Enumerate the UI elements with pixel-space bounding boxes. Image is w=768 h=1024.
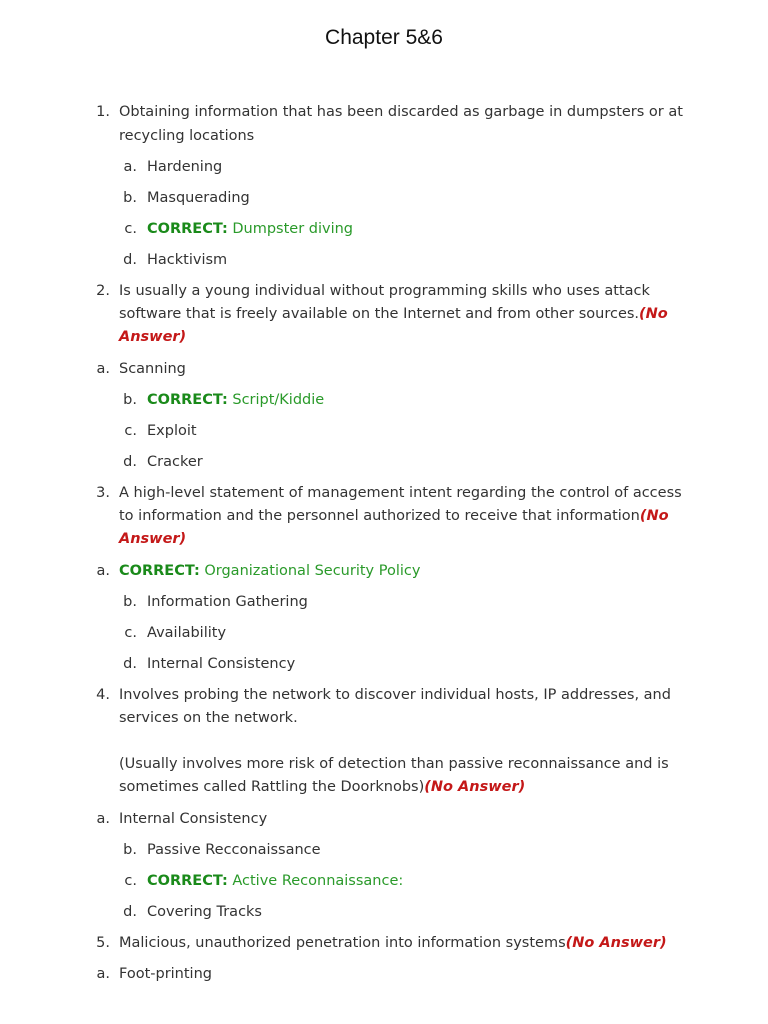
option-text: Exploit [147, 423, 197, 439]
no-answer-label: (No [639, 508, 669, 524]
option-text: Scanning [119, 361, 186, 377]
option-text: Script/Kiddie [232, 392, 325, 408]
page-title: Chapter 5&6 [325, 26, 443, 49]
no-answer-label: (No Answer) [424, 779, 526, 795]
option-text: Hacktivism [147, 252, 228, 268]
option-marker: a. [96, 361, 110, 377]
option-marker: a. [123, 159, 137, 175]
option-marker: d. [123, 252, 137, 268]
question-text: Obtaining information that has been discarded as garbage in dumpsters or at [119, 104, 683, 120]
option-marker: a. [96, 966, 110, 982]
option-marker: c. [124, 625, 137, 641]
option-text: Organizational Security Policy [204, 563, 421, 579]
question-number: 5. [96, 935, 110, 951]
option-marker: b. [123, 594, 137, 610]
option-text: Active Reconnaissance: [232, 873, 404, 889]
no-answer-label: (No [639, 306, 668, 322]
question-text: recycling locations [119, 128, 255, 144]
option-marker: b. [123, 392, 137, 408]
option-marker: b. [123, 190, 137, 206]
question-text: to information and the personnel authorized to receive that information [119, 508, 640, 524]
correct-label: CORRECT: [147, 392, 228, 408]
option-marker: a. [96, 811, 110, 827]
option-marker: b. [123, 842, 137, 858]
question-text: A high-level statement of management intent regarding the control of access [119, 485, 682, 501]
question-text: Malicious, unauthorized penetration into information systems [119, 935, 566, 951]
correct-label: CORRECT: [119, 563, 200, 579]
option-text: Information Gathering [147, 594, 308, 610]
option-text: Cracker [147, 454, 203, 470]
correct-label: CORRECT: [147, 221, 228, 237]
option-text: Passive Recconaissance [147, 842, 321, 858]
option-text: Dumpster diving [232, 221, 354, 237]
option-text: Covering Tracks [147, 904, 262, 920]
question-text: services on the network. [119, 710, 298, 726]
option-marker: c. [124, 873, 137, 889]
no-answer-label: Answer) [119, 329, 187, 345]
question-note-line [119, 776, 525, 799]
question-number: 4. [96, 687, 110, 703]
option-text: Hardening [147, 159, 223, 175]
option-text: Internal Consistency [119, 811, 268, 827]
option-marker: c. [124, 221, 137, 237]
option-marker: d. [123, 454, 137, 470]
question-text: Is usually a young individual without programming skills who uses attack [119, 283, 650, 299]
question-note: sometimes called Rattling the Doorknobs) [119, 779, 425, 795]
question-text: software that is freely available on the Internet and from other sources. [119, 306, 640, 322]
question-text-line [119, 303, 668, 326]
question-number: 1. [96, 104, 110, 120]
option-text: Internal Consistency [147, 656, 296, 672]
option-marker: d. [123, 656, 137, 672]
option-text: Availability [147, 625, 227, 641]
option-marker: d. [123, 904, 137, 920]
correct-label: CORRECT: [147, 873, 228, 889]
question-text: Involves probing the network to discover individual hosts, IP addresses, and [119, 687, 671, 703]
question-note: (Usually involves more risk of detection than passive reconnaissance and is [119, 756, 669, 772]
option-text: Foot-printing [119, 966, 212, 982]
question-number: 3. [96, 485, 110, 501]
option-marker: c. [124, 423, 137, 439]
option-text: Masquerading [147, 190, 250, 206]
question-text-line [119, 505, 669, 528]
no-answer-label: (No Answer) [565, 935, 667, 951]
no-answer-label: Answer) [119, 531, 187, 547]
question-number: 2. [96, 283, 110, 299]
option-marker: a. [96, 563, 110, 579]
